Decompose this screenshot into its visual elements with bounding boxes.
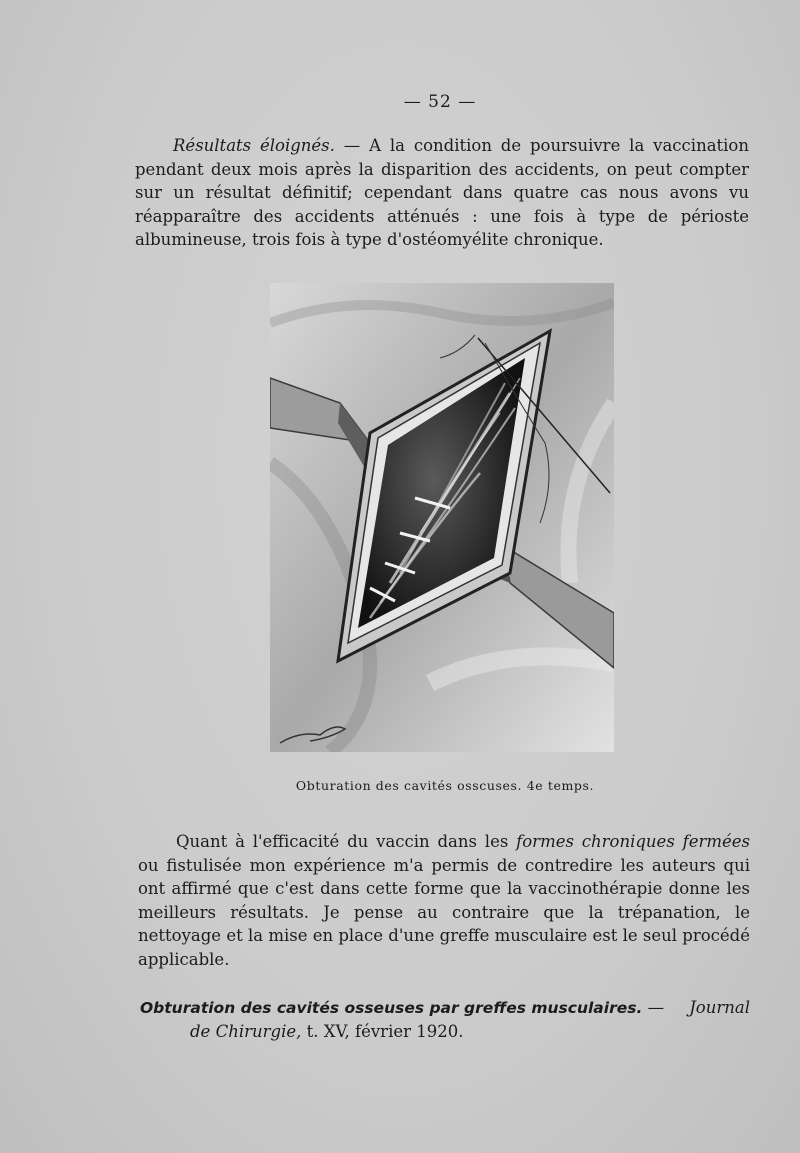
reference-details: t. XV, février 1920. [301, 1022, 464, 1041]
paragraph-text-before: Quant à l'efficacité du vaccin dans les [176, 832, 517, 851]
paragraph-efficacy [138, 830, 750, 971]
paragraph-text-after: ou fistulisée mon expérience m'a permis de contredire les auteurs qui ont affirmé que c'est dans cette forme que la vaccinothérapie donne les meilleurs résultats. Je pense au contraire que la trépanation, le nettoyage et la mise en place d'une greffe musculaire est le seul procédé applicable. [138, 855, 750, 969]
paragraph-emphasis: formes chroniques fermées [516, 832, 751, 851]
reference-journal-part1: Journal [689, 998, 750, 1017]
reference-dash: — [642, 998, 665, 1017]
reference-line-1 [140, 996, 750, 1020]
bibliographic-reference [140, 996, 750, 1043]
reference-title: Obturation des cavités osseuses par greffes musculaires. [140, 999, 643, 1017]
paragraph-lead: Résultats éloignés. [173, 136, 335, 155]
paragraph-text: — A la condition de poursuivre la vaccination pendant deux mois après la disparition des accidents, on peut compter sur un résultat définitif; cependant dans quatre cas nous avons vu réapparaître des accidents atténués : une fois à type de périoste albumineuse, trois fois à type d'ostéomyélite chronique. [135, 136, 749, 249]
figure-caption: Obturation des cavités osscuses. 4e temps. [295, 778, 595, 793]
reference-journal-part2: de Chirurgie, [190, 1022, 302, 1041]
surgical-illustration [270, 283, 614, 752]
page-number: — 52 — [403, 92, 477, 112]
paragraph-results [135, 134, 749, 252]
reference-line-2 [140, 1020, 750, 1043]
